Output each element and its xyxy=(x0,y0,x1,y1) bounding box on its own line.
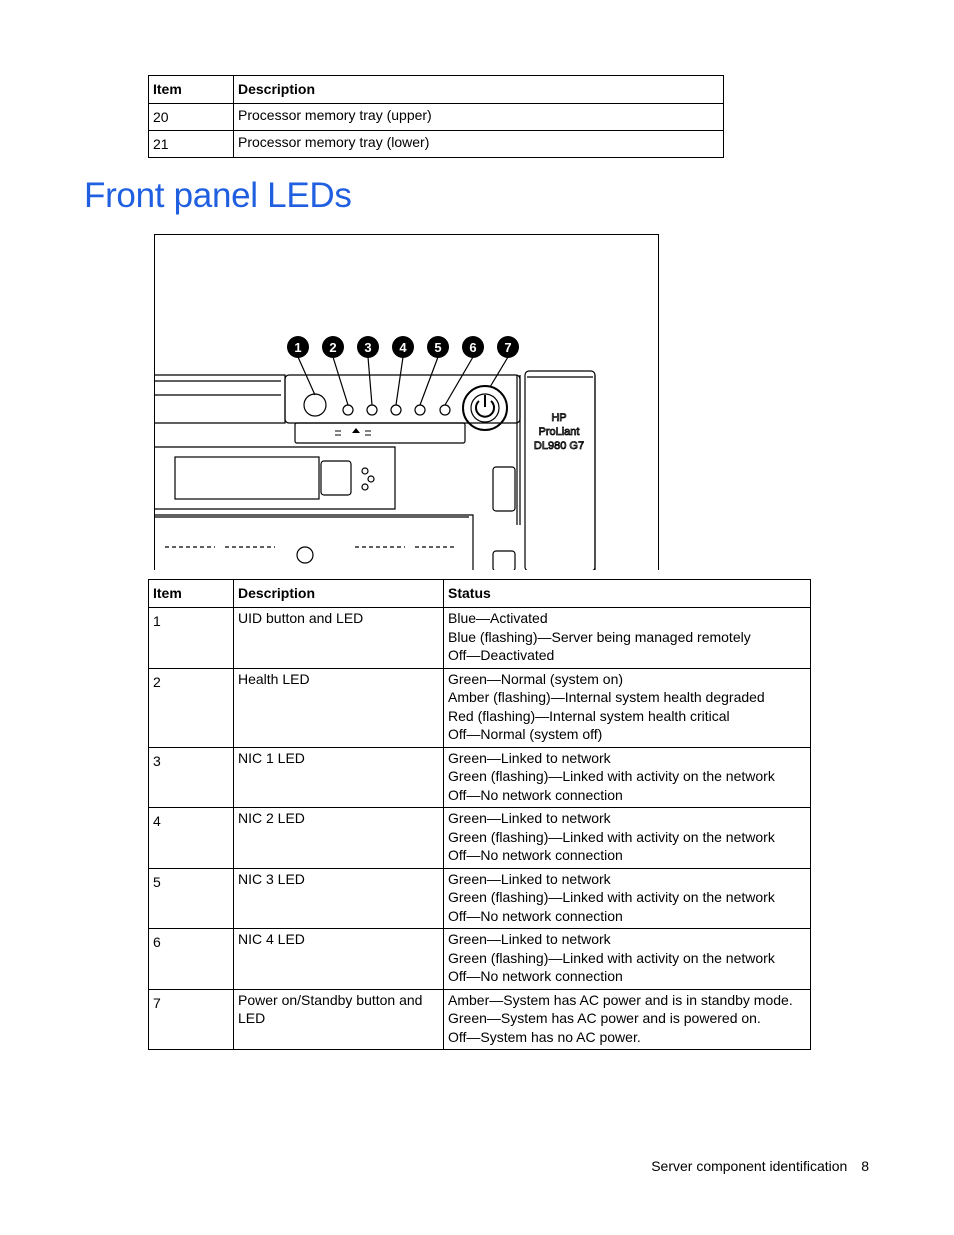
lower-bay-screw xyxy=(297,547,313,563)
callout-label: 1 xyxy=(294,340,302,355)
item-number: 1 xyxy=(149,608,234,669)
lower-bay-outline xyxy=(155,515,473,570)
table-row xyxy=(149,989,811,1050)
badge-brand: HP xyxy=(551,412,567,424)
status-line: Green—Linked to network xyxy=(448,810,611,826)
item-status xyxy=(444,747,811,808)
status-line: Green—Normal (system on) xyxy=(448,670,624,687)
usb-port xyxy=(493,551,515,570)
status-line: Green—Linked to network xyxy=(448,870,611,887)
item-number: 20 xyxy=(149,104,234,131)
item-status xyxy=(444,989,811,1050)
item-number: 3 xyxy=(149,747,234,808)
status-line: Blue—Activated xyxy=(448,610,548,626)
callout-leader-5 xyxy=(420,357,438,405)
usb-port xyxy=(493,467,515,511)
table-row xyxy=(149,929,811,990)
column-header-item: Item xyxy=(149,76,234,104)
table-row xyxy=(149,868,811,929)
table-row xyxy=(149,104,724,131)
callout-leader-4 xyxy=(396,357,403,405)
status-line: Amber (flashing)—Internal system health degraded xyxy=(448,689,765,705)
callout-label: 7 xyxy=(504,340,512,355)
callout-leader-2 xyxy=(333,357,348,405)
status-line: Green (flashing)—Linked with activity on the network xyxy=(448,889,775,905)
bezel-badge xyxy=(525,371,595,570)
drive-led xyxy=(362,484,368,490)
item-status xyxy=(444,808,811,869)
item-number: 4 xyxy=(149,808,234,869)
item-number: 6 xyxy=(149,929,234,990)
status-line: Off—No network connection xyxy=(448,968,623,984)
nic1-led xyxy=(367,405,377,415)
page-number: 8 xyxy=(861,1158,869,1174)
item-description: Processor memory tray (upper) xyxy=(234,104,724,131)
callout-label: 4 xyxy=(399,340,407,355)
item-status xyxy=(444,608,811,669)
callout-leader-6 xyxy=(445,357,473,405)
callout-leader-1 xyxy=(298,357,315,395)
column-header-item: Item xyxy=(149,580,234,608)
drive-led xyxy=(368,476,374,482)
drive-carrier xyxy=(175,457,319,499)
item-number: 7 xyxy=(149,989,234,1050)
callout-label: 6 xyxy=(469,340,477,355)
status-line: Green—Linked to network xyxy=(448,749,611,766)
item-status xyxy=(444,929,811,990)
status-line: Blue (flashing)—Server being managed remotely xyxy=(448,628,751,645)
nic4-led xyxy=(440,405,450,415)
drive-handle xyxy=(321,461,351,495)
callout-label: 5 xyxy=(434,340,442,355)
status-line: Off—Normal (system off) xyxy=(448,726,603,742)
item-description: NIC 2 LED xyxy=(234,808,444,869)
status-line: Green—Linked to network xyxy=(448,931,611,947)
eject-icon xyxy=(352,428,360,433)
table-row xyxy=(149,747,811,808)
status-line: Green—System has AC power and is powered on. xyxy=(448,1010,761,1026)
power-icon xyxy=(476,395,494,417)
page-footer xyxy=(651,1158,869,1174)
chassis-edge xyxy=(517,375,520,525)
item-description-table xyxy=(148,75,724,158)
status-line: Red (flashing)—Internal system health critical xyxy=(448,707,730,724)
item-number: 21 xyxy=(149,131,234,158)
uid-button xyxy=(304,394,326,416)
health-led xyxy=(343,405,353,415)
table-row xyxy=(149,131,724,158)
status-line: Off—No network connection xyxy=(448,907,623,924)
item-description: UID button and LED xyxy=(234,608,444,669)
table-header-row xyxy=(149,76,724,104)
item-description: Health LED xyxy=(234,668,444,747)
item-number: 5 xyxy=(149,868,234,929)
column-header-status: Status xyxy=(444,580,811,608)
table-row xyxy=(149,608,811,669)
status-line: Green (flashing)—Linked with activity on the network xyxy=(448,768,775,784)
top-bay-outline xyxy=(155,375,285,423)
column-header-description: Description xyxy=(234,580,444,608)
table-header-row xyxy=(149,580,811,608)
front-panel-led-table xyxy=(148,579,811,1050)
column-header-description: Description xyxy=(234,76,724,104)
item-description: NIC 1 LED xyxy=(234,747,444,808)
callout-label: 3 xyxy=(364,340,372,355)
status-line: Off—Deactivated xyxy=(448,647,555,663)
callout-leader-3 xyxy=(368,357,372,405)
front-panel-drawing xyxy=(155,235,659,570)
section-heading: Front panel LEDs xyxy=(84,176,352,215)
callout-label: 2 xyxy=(329,340,337,355)
drive-carrier-outline xyxy=(155,447,395,509)
item-description: Power on/Standby button and LED xyxy=(234,989,444,1050)
front-panel-illustration xyxy=(154,234,659,570)
drive-led xyxy=(362,468,368,474)
item-status xyxy=(444,868,811,929)
badge-model: DL980 G7 xyxy=(533,440,585,452)
item-number: 2 xyxy=(149,668,234,747)
status-line: Green (flashing)—Linked with activity on the network xyxy=(448,828,775,845)
table-row xyxy=(149,668,811,747)
item-status xyxy=(444,668,811,747)
footer-section-title: Server component identification xyxy=(651,1158,848,1174)
item-description: NIC 3 LED xyxy=(234,868,444,929)
nic3-led xyxy=(415,405,425,415)
status-line: Off—No network connection xyxy=(448,786,623,803)
table-row xyxy=(149,808,811,869)
callout-leader-7 xyxy=(490,357,508,387)
status-line: Off—No network connection xyxy=(448,847,623,863)
dvd-drive xyxy=(295,423,465,443)
status-line: Off—System has no AC power. xyxy=(448,1028,641,1045)
nic2-led xyxy=(391,405,401,415)
status-line: Amber—System has AC power and is in standby mode. xyxy=(448,991,793,1008)
item-description: Processor memory tray (lower) xyxy=(234,131,724,158)
item-description: NIC 4 LED xyxy=(234,929,444,990)
top-bay-lines xyxy=(155,381,281,395)
status-line: Green (flashing)—Linked with activity on the network xyxy=(448,949,775,966)
badge-product: ProLiant xyxy=(538,426,580,438)
